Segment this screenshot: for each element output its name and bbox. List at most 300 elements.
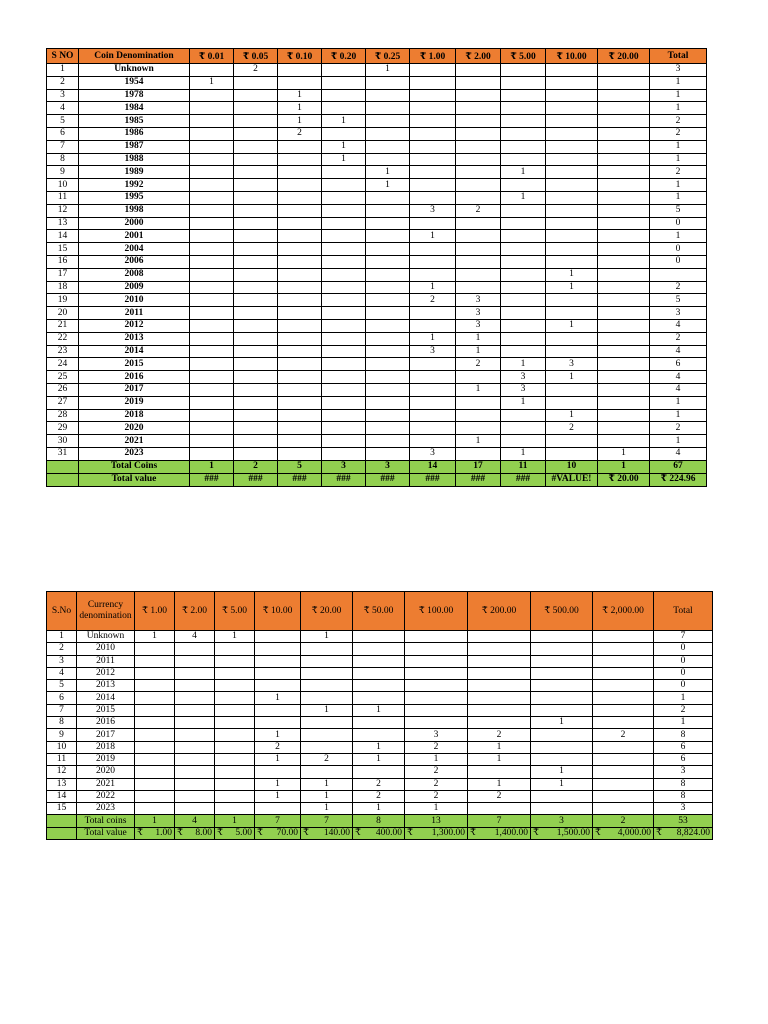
table-cell bbox=[234, 179, 278, 192]
table-cell: 1954 bbox=[79, 76, 190, 89]
table-cell: 3 bbox=[546, 358, 598, 371]
coin-table-header bbox=[47, 49, 707, 64]
table-cell bbox=[546, 307, 598, 320]
table-cell: 2 bbox=[410, 294, 456, 307]
table-cell bbox=[501, 409, 546, 422]
footer-cell bbox=[47, 473, 79, 486]
table-cell: 1 bbox=[650, 435, 707, 448]
table-cell: 1978 bbox=[79, 89, 190, 102]
table-cell: 2014 bbox=[79, 345, 190, 358]
table-cell bbox=[410, 307, 456, 320]
table-cell: 8 bbox=[654, 729, 713, 741]
header-cell: ₹ 2.00 bbox=[456, 49, 501, 64]
footer-cell: 3 bbox=[531, 815, 593, 828]
table-row bbox=[47, 64, 707, 77]
amount: 400.00 bbox=[375, 828, 402, 839]
table-cell bbox=[190, 383, 234, 396]
amount: 1,300.00 bbox=[431, 828, 465, 839]
table-cell: 13 bbox=[47, 778, 77, 790]
table-cell bbox=[234, 230, 278, 243]
table-cell bbox=[501, 204, 546, 217]
table-cell bbox=[456, 447, 501, 460]
table-cell bbox=[175, 643, 215, 655]
footer-cell: 17 bbox=[456, 460, 501, 473]
table-cell bbox=[353, 667, 405, 679]
table-cell bbox=[546, 217, 598, 230]
table-cell bbox=[175, 667, 215, 679]
table-cell: 1 bbox=[654, 717, 713, 729]
table-cell: 24 bbox=[47, 358, 79, 371]
footer-cell: 53 bbox=[654, 815, 713, 828]
table-cell bbox=[501, 76, 546, 89]
table-cell: 1 bbox=[650, 102, 707, 115]
table-cell: 2008 bbox=[79, 268, 190, 281]
table-cell bbox=[546, 396, 598, 409]
amount: 8,824.00 bbox=[676, 828, 710, 839]
table-cell: 1 bbox=[650, 179, 707, 192]
table-cell: 2 bbox=[405, 741, 468, 753]
table-cell bbox=[410, 89, 456, 102]
table-cell: 1 bbox=[531, 766, 593, 778]
header-cell: ₹ 20.00 bbox=[301, 592, 353, 631]
table-cell bbox=[593, 766, 654, 778]
table-cell bbox=[234, 268, 278, 281]
table-cell: 0 bbox=[650, 255, 707, 268]
table-cell bbox=[410, 383, 456, 396]
table-cell bbox=[468, 655, 531, 667]
table-cell bbox=[598, 217, 650, 230]
table-cell bbox=[234, 358, 278, 371]
table-cell bbox=[501, 345, 546, 358]
table-cell bbox=[190, 409, 234, 422]
table-cell: 2 bbox=[47, 76, 79, 89]
table-cell bbox=[405, 680, 468, 692]
table-cell bbox=[410, 217, 456, 230]
table-cell bbox=[501, 102, 546, 115]
table-cell bbox=[322, 191, 366, 204]
header-cell: ₹ 0.05 bbox=[234, 49, 278, 64]
table-cell bbox=[190, 127, 234, 140]
table-cell bbox=[501, 281, 546, 294]
total-value-row bbox=[47, 827, 713, 840]
table-cell bbox=[593, 717, 654, 729]
table-cell bbox=[255, 643, 301, 655]
table-cell: 2 bbox=[456, 358, 501, 371]
table-cell: 3 bbox=[47, 655, 77, 667]
table-cell bbox=[190, 140, 234, 153]
table-cell bbox=[468, 766, 531, 778]
total-coins-row bbox=[47, 815, 713, 828]
header-cell: ₹ 0.20 bbox=[322, 49, 366, 64]
currency-table bbox=[46, 591, 713, 840]
header-cell: Currency denomination bbox=[77, 592, 135, 631]
currency-table-body bbox=[47, 631, 713, 815]
table-cell: 10 bbox=[47, 741, 77, 753]
table-cell bbox=[366, 127, 410, 140]
table-cell: 3 bbox=[456, 307, 501, 320]
table-cell bbox=[215, 692, 255, 704]
table-cell bbox=[501, 89, 546, 102]
table-cell: 1 bbox=[650, 76, 707, 89]
table-row bbox=[47, 204, 707, 217]
table-cell bbox=[322, 281, 366, 294]
table-cell: 3 bbox=[456, 319, 501, 332]
table-cell bbox=[456, 102, 501, 115]
table-cell bbox=[278, 179, 322, 192]
table-cell bbox=[190, 115, 234, 128]
table-cell: 2017 bbox=[79, 383, 190, 396]
table-cell: 2 bbox=[650, 281, 707, 294]
table-cell bbox=[546, 294, 598, 307]
table-cell bbox=[546, 243, 598, 256]
table-cell bbox=[255, 704, 301, 716]
table-cell: 30 bbox=[47, 435, 79, 448]
currency-cell bbox=[215, 827, 255, 840]
table-cell: 1 bbox=[278, 102, 322, 115]
table-cell bbox=[410, 127, 456, 140]
footer-cell: ### bbox=[322, 473, 366, 486]
table-cell bbox=[234, 332, 278, 345]
table-cell bbox=[255, 631, 301, 643]
table-cell: 1 bbox=[322, 140, 366, 153]
table-cell bbox=[366, 307, 410, 320]
table-cell: 2015 bbox=[79, 358, 190, 371]
table-cell bbox=[366, 217, 410, 230]
table-cell: Unknown bbox=[77, 631, 135, 643]
table-cell: 2020 bbox=[79, 422, 190, 435]
table-cell bbox=[215, 803, 255, 815]
currency-cell bbox=[353, 827, 405, 840]
table-cell: 1 bbox=[322, 115, 366, 128]
table-cell: 31 bbox=[47, 447, 79, 460]
table-cell: 1 bbox=[650, 89, 707, 102]
table-cell bbox=[366, 281, 410, 294]
table-cell bbox=[456, 255, 501, 268]
header-cell: ₹ 1.00 bbox=[410, 49, 456, 64]
amount: 5.00 bbox=[235, 828, 252, 839]
table-cell bbox=[301, 741, 353, 753]
table-cell bbox=[366, 76, 410, 89]
table-cell: 1988 bbox=[79, 153, 190, 166]
table-cell bbox=[531, 667, 593, 679]
table-cell bbox=[531, 704, 593, 716]
table-cell bbox=[593, 643, 654, 655]
table-cell bbox=[410, 409, 456, 422]
header-cell: ₹ 2,000.00 bbox=[593, 592, 654, 631]
table-cell bbox=[598, 102, 650, 115]
table-cell bbox=[353, 655, 405, 667]
table-cell bbox=[255, 803, 301, 815]
currency-cell bbox=[255, 827, 301, 840]
table-cell bbox=[322, 217, 366, 230]
table-cell bbox=[234, 396, 278, 409]
table-cell bbox=[501, 140, 546, 153]
table-cell bbox=[456, 89, 501, 102]
table-cell: 1 bbox=[650, 396, 707, 409]
currency-cell bbox=[654, 827, 713, 840]
table-cell bbox=[598, 166, 650, 179]
table-cell bbox=[175, 753, 215, 765]
table-cell bbox=[322, 307, 366, 320]
table-cell bbox=[322, 255, 366, 268]
table-cell bbox=[190, 230, 234, 243]
table-cell: 3 bbox=[654, 766, 713, 778]
table-cell bbox=[456, 179, 501, 192]
table-cell bbox=[135, 729, 175, 741]
table-cell: 2 bbox=[255, 741, 301, 753]
table-cell bbox=[593, 631, 654, 643]
table-cell bbox=[190, 345, 234, 358]
table-cell bbox=[353, 680, 405, 692]
table-cell: 1 bbox=[456, 435, 501, 448]
table-cell bbox=[234, 166, 278, 179]
table-cell bbox=[322, 383, 366, 396]
table-cell bbox=[322, 204, 366, 217]
table-cell bbox=[410, 371, 456, 384]
table-cell: 1995 bbox=[79, 191, 190, 204]
table-cell: 4 bbox=[650, 371, 707, 384]
table-cell: 0 bbox=[654, 667, 713, 679]
table-cell: 1 bbox=[255, 778, 301, 790]
table-cell bbox=[215, 790, 255, 802]
footer-cell: 4 bbox=[175, 815, 215, 828]
footer-cell: ### bbox=[456, 473, 501, 486]
table-cell bbox=[410, 153, 456, 166]
table-cell: 6 bbox=[650, 358, 707, 371]
table-cell: 2 bbox=[650, 422, 707, 435]
table-cell: 1 bbox=[255, 790, 301, 802]
table-cell bbox=[190, 396, 234, 409]
table-cell bbox=[322, 179, 366, 192]
table-cell bbox=[593, 803, 654, 815]
table-cell: 1985 bbox=[79, 115, 190, 128]
table-cell bbox=[410, 319, 456, 332]
table-cell bbox=[593, 741, 654, 753]
table-cell bbox=[366, 319, 410, 332]
table-cell bbox=[190, 89, 234, 102]
table-cell: 1 bbox=[366, 179, 410, 192]
table-cell: 2 bbox=[353, 790, 405, 802]
table-cell bbox=[135, 655, 175, 667]
table-row bbox=[47, 102, 707, 115]
table-cell bbox=[531, 741, 593, 753]
table-cell: 2 bbox=[468, 729, 531, 741]
table-cell: 1998 bbox=[79, 204, 190, 217]
table-cell: 0 bbox=[650, 243, 707, 256]
table-cell: 2 bbox=[650, 127, 707, 140]
footer-cell: Total value bbox=[79, 473, 190, 486]
table-cell: 2 bbox=[234, 64, 278, 77]
table-cell bbox=[593, 778, 654, 790]
table-cell bbox=[546, 89, 598, 102]
header-cell: ₹ 100.00 bbox=[405, 592, 468, 631]
table-row bbox=[47, 383, 707, 396]
table-cell bbox=[531, 753, 593, 765]
table-cell: 2 bbox=[650, 332, 707, 345]
table-cell: 2 bbox=[650, 166, 707, 179]
table-cell bbox=[598, 179, 650, 192]
table-cell bbox=[531, 729, 593, 741]
table-cell: 2018 bbox=[79, 409, 190, 422]
table-cell: 1 bbox=[501, 191, 546, 204]
table-cell: 1 bbox=[546, 371, 598, 384]
table-cell bbox=[255, 655, 301, 667]
coin-table-body bbox=[47, 64, 707, 461]
table-cell bbox=[278, 435, 322, 448]
table-cell: 1 bbox=[546, 268, 598, 281]
table-cell bbox=[190, 447, 234, 460]
table-cell: 2021 bbox=[79, 435, 190, 448]
table-cell: 1 bbox=[135, 631, 175, 643]
table-cell: 2 bbox=[456, 204, 501, 217]
table-cell bbox=[234, 255, 278, 268]
table-cell: 2001 bbox=[79, 230, 190, 243]
table-cell bbox=[501, 243, 546, 256]
table-cell bbox=[650, 268, 707, 281]
table-cell bbox=[278, 294, 322, 307]
footer-cell: 7 bbox=[301, 815, 353, 828]
table-cell bbox=[531, 655, 593, 667]
table-cell bbox=[501, 294, 546, 307]
table-cell bbox=[234, 243, 278, 256]
total-value-row bbox=[47, 473, 707, 486]
table-cell bbox=[366, 191, 410, 204]
table-cell bbox=[546, 345, 598, 358]
table-cell bbox=[255, 717, 301, 729]
table-cell bbox=[322, 409, 366, 422]
table-row bbox=[47, 371, 707, 384]
table-cell bbox=[501, 435, 546, 448]
table-cell bbox=[456, 115, 501, 128]
footer-cell: 8 bbox=[353, 815, 405, 828]
table-row bbox=[47, 191, 707, 204]
table-cell bbox=[456, 422, 501, 435]
table-cell bbox=[531, 692, 593, 704]
table-cell: 3 bbox=[650, 64, 707, 77]
table-cell: 2018 bbox=[77, 741, 135, 753]
table-row bbox=[47, 281, 707, 294]
table-cell: 1 bbox=[301, 778, 353, 790]
table-row bbox=[47, 89, 707, 102]
table-cell: 1 bbox=[405, 803, 468, 815]
table-cell bbox=[593, 704, 654, 716]
table-cell bbox=[322, 230, 366, 243]
coin-table bbox=[46, 48, 707, 487]
table-cell bbox=[190, 332, 234, 345]
table-cell bbox=[366, 153, 410, 166]
footer-cell bbox=[47, 827, 77, 840]
table-cell bbox=[598, 435, 650, 448]
table-cell bbox=[456, 191, 501, 204]
footer-cell: 2 bbox=[234, 460, 278, 473]
table-cell bbox=[190, 64, 234, 77]
table-cell bbox=[468, 803, 531, 815]
table-cell: 4 bbox=[47, 667, 77, 679]
table-cell: 1 bbox=[546, 319, 598, 332]
table-cell bbox=[410, 435, 456, 448]
table-cell bbox=[135, 717, 175, 729]
header-cell: ₹ 20.00 bbox=[598, 49, 650, 64]
table-cell: 1 bbox=[501, 166, 546, 179]
table-cell: 2022 bbox=[77, 790, 135, 802]
table-cell: 1 bbox=[531, 717, 593, 729]
table-cell bbox=[546, 204, 598, 217]
currency-cell bbox=[405, 827, 468, 840]
table-cell: 2019 bbox=[77, 753, 135, 765]
table-cell bbox=[190, 153, 234, 166]
table-cell bbox=[456, 127, 501, 140]
table-cell bbox=[598, 89, 650, 102]
header-cell: ₹ 5.00 bbox=[501, 49, 546, 64]
table-cell bbox=[366, 230, 410, 243]
table-cell bbox=[405, 655, 468, 667]
rupee-symbol: ₹ bbox=[257, 828, 264, 839]
table-row bbox=[47, 447, 707, 460]
table-cell: 3 bbox=[501, 371, 546, 384]
table-cell: 8 bbox=[47, 153, 79, 166]
table-cell: 1 bbox=[501, 447, 546, 460]
table-cell: 1984 bbox=[79, 102, 190, 115]
table-cell bbox=[301, 655, 353, 667]
table-cell bbox=[598, 332, 650, 345]
table-cell: 4 bbox=[47, 102, 79, 115]
table-cell bbox=[546, 166, 598, 179]
table-cell bbox=[301, 766, 353, 778]
table-cell: 1 bbox=[190, 76, 234, 89]
table-cell bbox=[322, 89, 366, 102]
table-cell: 2010 bbox=[77, 643, 135, 655]
table-cell: 1 bbox=[405, 753, 468, 765]
table-cell: 1 bbox=[255, 729, 301, 741]
table-cell bbox=[405, 717, 468, 729]
table-cell bbox=[593, 790, 654, 802]
table-cell bbox=[190, 179, 234, 192]
header-cell: ₹ 50.00 bbox=[353, 592, 405, 631]
table-cell bbox=[135, 741, 175, 753]
table-cell bbox=[190, 166, 234, 179]
table-cell: 2 bbox=[47, 643, 77, 655]
rupee-symbol: ₹ bbox=[355, 828, 362, 839]
table-cell bbox=[410, 179, 456, 192]
table-cell bbox=[278, 140, 322, 153]
table-cell bbox=[215, 643, 255, 655]
rupee-symbol: ₹ bbox=[407, 828, 414, 839]
amount: 8.00 bbox=[195, 828, 212, 839]
table-cell bbox=[410, 115, 456, 128]
table-cell bbox=[278, 204, 322, 217]
table-cell bbox=[278, 447, 322, 460]
table-cell bbox=[278, 383, 322, 396]
table-cell: 1 bbox=[301, 704, 353, 716]
table-cell: 1 bbox=[353, 803, 405, 815]
table-cell bbox=[468, 717, 531, 729]
table-cell bbox=[234, 435, 278, 448]
footer-cell: Total Coins bbox=[79, 460, 190, 473]
footer-cell: Total coins bbox=[77, 815, 135, 828]
table-row bbox=[47, 140, 707, 153]
table-cell: 21 bbox=[47, 319, 79, 332]
table-cell: 2020 bbox=[77, 766, 135, 778]
table-cell bbox=[366, 383, 410, 396]
table-cell bbox=[278, 166, 322, 179]
table-cell: 2023 bbox=[77, 803, 135, 815]
table-cell: 14 bbox=[47, 790, 77, 802]
table-cell bbox=[598, 319, 650, 332]
table-cell bbox=[190, 102, 234, 115]
table-cell bbox=[234, 319, 278, 332]
table-cell: 2013 bbox=[77, 680, 135, 692]
header-cell: Total bbox=[654, 592, 713, 631]
